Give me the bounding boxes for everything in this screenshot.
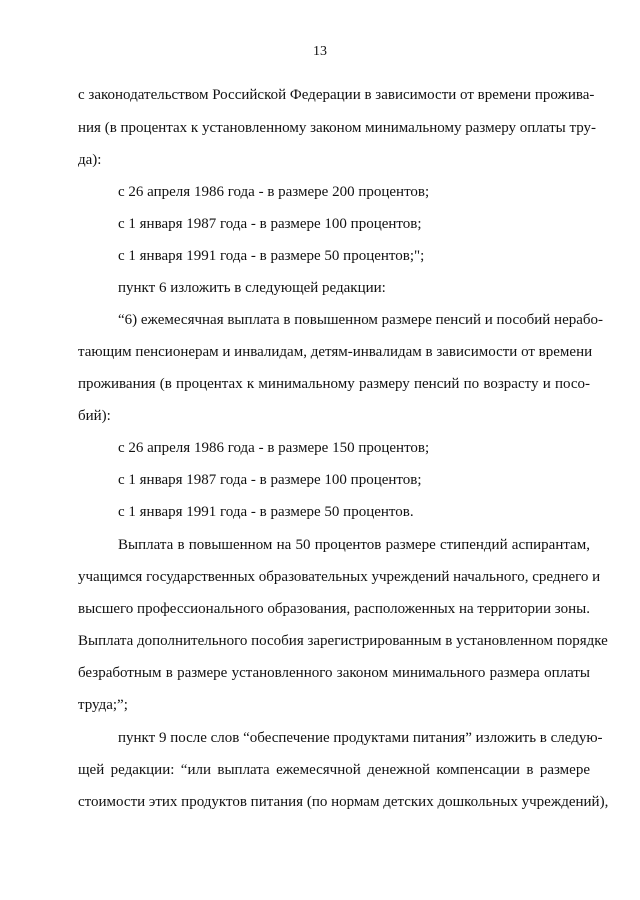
text-line: безработным в размере установленного законом минимального размера оплаты xyxy=(78,665,590,681)
text-line: с законодательством Российской Федерации в зависимости от времени прожива- xyxy=(78,87,595,103)
text-line: “6) ежемесячная выплата в повышенном размере пенсий и пособий нерабо- xyxy=(118,312,604,328)
text-line: высшего профессионального образования, расположенных на территории зоны. xyxy=(78,601,590,617)
text-line: бий): xyxy=(78,408,111,424)
text-line: с 1 января 1991 года - в размере 50 процентов;"; xyxy=(118,248,425,264)
text-line: труда;”; xyxy=(78,697,128,713)
text-line: пункт 6 изложить в следующей редакции: xyxy=(118,280,386,296)
text-line: тающим пенсионерам и инвалидам, детям-инвалидам в зависимости от времени xyxy=(78,344,593,360)
text-line: щей редакции: “или выплата ежемесячной денежной компенсации в размере xyxy=(78,762,590,778)
text-line: Выплата в повышенном на 50 процентов размере стипендий аспирантам, xyxy=(118,537,590,553)
text-line: пункт 9 после слов “обеспечение продуктами питания” изложить в следую- xyxy=(118,730,603,746)
text-line: Выплата дополнительного пособия зарегистрированным в установленном порядке xyxy=(78,633,608,649)
text-line: стоимости этих продуктов питания (по нормам детских дошкольных учреждений), xyxy=(78,794,609,810)
text-line: да): xyxy=(78,152,102,168)
text-line: с 1 января 1991 года - в размере 50 процентов. xyxy=(118,504,414,520)
text-line: с 26 апреля 1986 года - в размере 150 процентов; xyxy=(118,440,430,456)
page-number: 13 xyxy=(313,44,327,59)
text-line: с 1 января 1987 года - в размере 100 процентов; xyxy=(118,472,422,488)
text-line: с 1 января 1987 года - в размере 100 процентов; xyxy=(118,216,422,232)
text-line: ния (в процентах к установленному законом минимальному размеру оплаты тру- xyxy=(78,120,597,136)
text-line: учащимся государственных образовательных учреждений начального, среднего и xyxy=(78,569,601,585)
text-line: с 26 апреля 1986 года - в размере 200 процентов; xyxy=(118,184,430,200)
text-line: проживания (в процентах к минимальному размеру пенсий по возрасту и посо- xyxy=(78,376,590,392)
